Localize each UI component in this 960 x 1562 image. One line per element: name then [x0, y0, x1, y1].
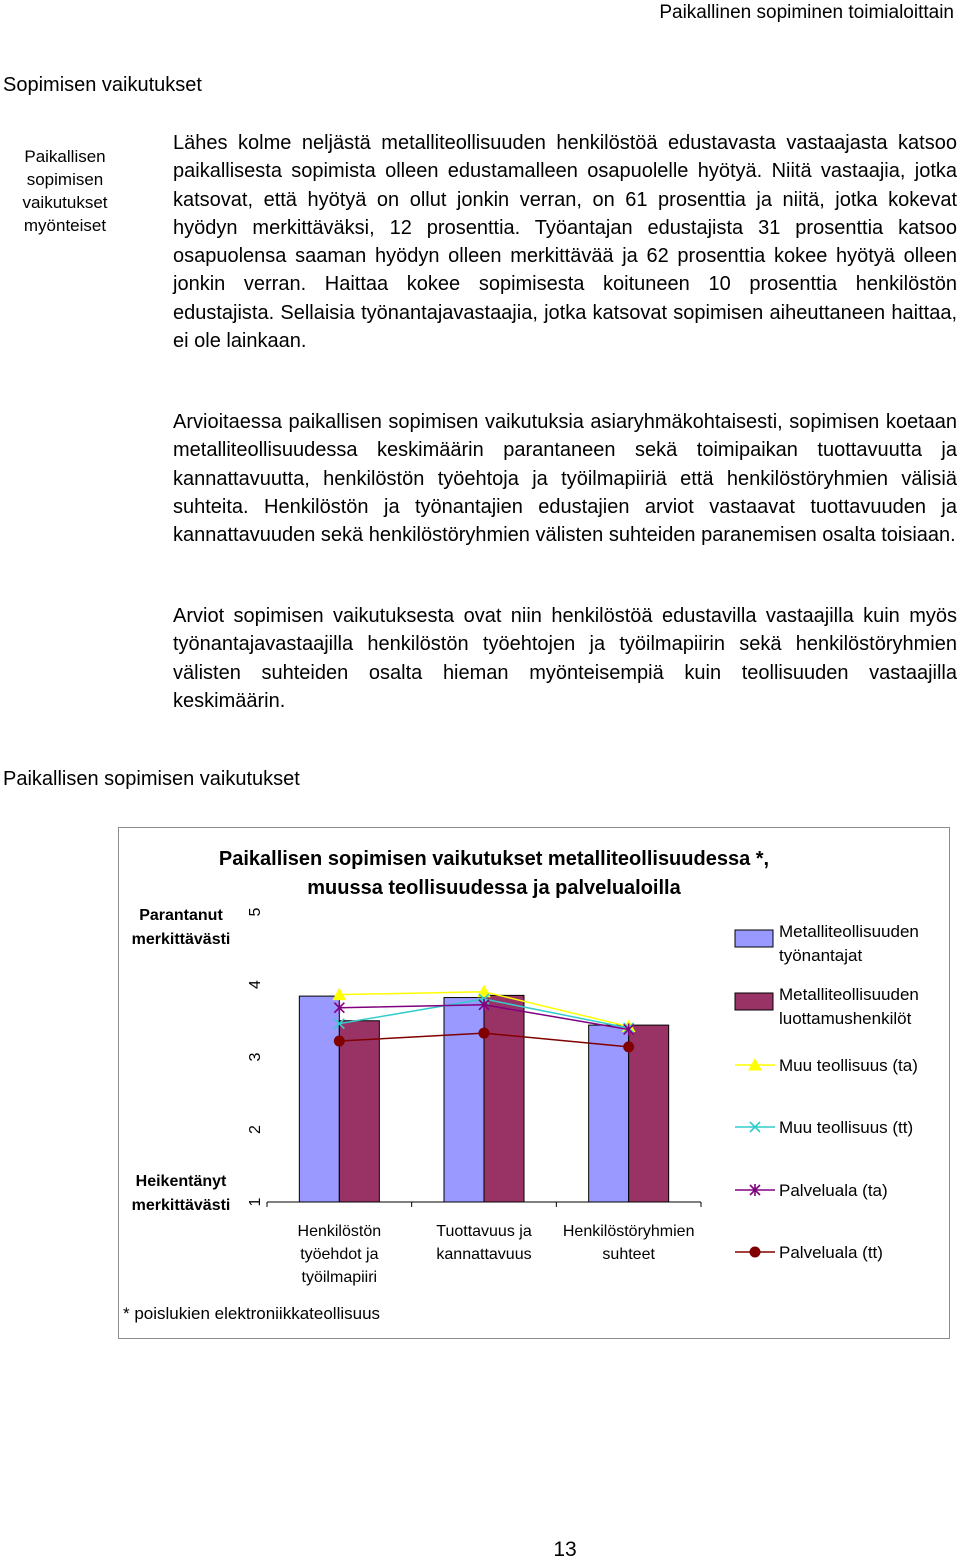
legend-label: työnantajat: [779, 946, 863, 965]
page-number: 13: [553, 1538, 577, 1561]
category-label: kannattavuus: [436, 1246, 532, 1263]
bar-series-1: [589, 1025, 629, 1202]
legend-swatch: [735, 993, 773, 1010]
y-tick-label: 5: [247, 907, 264, 917]
chart-title-line-2: muussa teollisuudessa ja palvelualoilla: [307, 877, 681, 899]
section-title: Sopimisen vaikutukset: [3, 74, 202, 96]
y-axis-top-label: merkittävästi: [131, 931, 231, 948]
bar-series-1: [299, 996, 339, 1202]
legend-label: Muu teollisuus (tt): [779, 1118, 914, 1137]
legend-label: Metalliteollisuuden: [779, 985, 919, 1004]
chart-footnote: * poislukien elektroniikkateollisuus: [123, 1304, 381, 1323]
y-axis-bottom-label: merkittävästi: [131, 1197, 231, 1214]
y-tick-label: 2: [247, 1125, 264, 1134]
category-label: Henkilöstöryhmien: [562, 1223, 695, 1240]
paragraph-2: Arvioitaessa paikallisen sopimisen vaikutuksia asiaryhmäkohtaisesti, sopimisen koetaan metalliteollisuudessa keskimäärin parantaneen sekä toimipaikan tuottavuutta ja kannattavuutta, henkilöstön työehtoja ja työilmapiiriä että henkilöstöryhmien välisiä suhteita. Henkilöstön ja työnantajien edustajien arviot vastaavat tuottavuuden ja kannattavuuden sekä henkilöstöryhmien välisten suhteiden paranemisen osalta toisiaan.: [173, 411, 957, 547]
category-label: Tuottavuus ja: [436, 1223, 532, 1240]
paragraph-3: Arviot sopimisen vaikutuksesta ovat niin henkilöstöä edustavilla vastaajilla kuin myös työnantajavastaajilla henkilöstön työehtojen ja työilmapiirin sekä henkilöstöryhmien välisten suhteiden osalta hieman myönteisempiä kuin teollisuuden vastaajilla keskimäärin.: [173, 605, 957, 712]
bar-series-2: [629, 1025, 669, 1202]
legend-swatch: [735, 930, 773, 947]
legend-label: Metalliteollisuuden: [779, 922, 919, 941]
bar-series-2: [484, 995, 524, 1202]
legend-label: Palveluala (ta): [779, 1181, 888, 1200]
category-label: suhteet: [602, 1246, 655, 1263]
y-tick-label: 3: [247, 1052, 264, 1062]
y-axis-bottom-label: Heikentänyt: [135, 1173, 227, 1190]
y-tick-label: 4: [247, 980, 264, 989]
y-axis-top-label: Parantanut: [139, 907, 223, 924]
chart: [119, 828, 951, 1340]
legend-label: luottamushenkilöt: [779, 1009, 912, 1028]
running-header: Paikallinen sopiminen toimialoittain: [659, 2, 954, 23]
category-label: työehdot ja: [300, 1246, 379, 1263]
bar-series-2: [339, 1021, 379, 1202]
legend-label: Palveluala (tt): [779, 1243, 883, 1262]
category-label: työilmapiiri: [301, 1269, 378, 1286]
y-tick-label: 1: [247, 1197, 264, 1207]
chart-frame: [118, 827, 950, 1339]
line-point-series-4: [479, 1028, 489, 1038]
line-point-series-4: [334, 1036, 344, 1046]
line-point-series-4: [624, 1042, 634, 1052]
figure-caption: Paikallisen sopimisen vaikutukset: [3, 768, 300, 790]
legend-marker: [750, 1247, 760, 1257]
side-label: Paikallisen sopimisen vaikutukset myönteiset: [22, 147, 108, 235]
bar-series-1: [444, 998, 484, 1202]
chart-title-line-1: Paikallisen sopimisen vaikutukset metalliteollisuudessa *,: [218, 848, 770, 870]
category-label: Henkilöstön: [297, 1223, 382, 1240]
paragraph-1: Lähes kolme neljästä metalliteollisuuden henkilöstöä edustavasta vastaajasta katsoo paikallisesta sopimista olleen edustamalleen osapuolelle hyötyä. Niitä vastaajia, jotka katsovat, että hyötyä on ollut jonkin verran, on 61 prosenttia ja niitä, jotka kokevat hyödyn merkittäväksi, 12 prosenttia. Työantajan edustajista 31 prosenttia katsoo osapuolensa saaman hyödyn olleen merkittävää ja 62 prosenttia kokee hyötyä olleen jonkin verran. Haittaa kokee sopimisesta koituneen 10 prosenttia henkilöstön edustajista. Sellaisia työnantajavastaajia, jotka katsovat sopimisen aiheuttaneen haittaa, ei ole lainkaan.: [173, 132, 957, 353]
legend-label: Muu teollisuus (ta): [779, 1056, 918, 1075]
